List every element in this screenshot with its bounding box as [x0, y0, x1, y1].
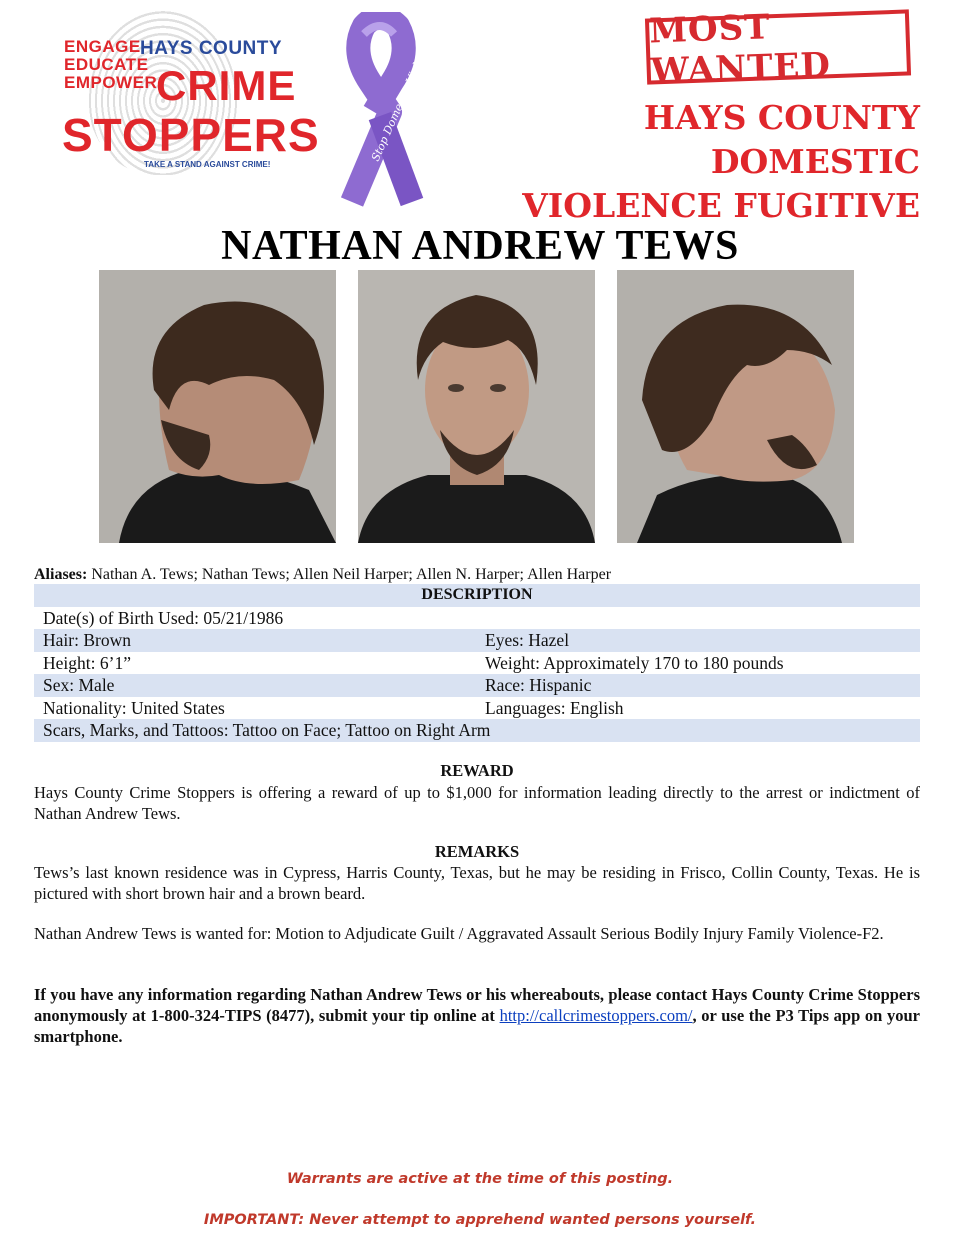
awareness-ribbon-icon — [312, 12, 448, 212]
warrants-notice: Warrants are active at the time of this posting. — [286, 1171, 674, 1187]
stamp-text: MOST WANTED — [648, 7, 832, 92]
logo-word-empower: EMPOWER — [64, 73, 158, 92]
nationality-field: Nationality: United States — [43, 697, 225, 718]
logo-crime: CRIME — [156, 62, 297, 109]
logo-county: HAYS COUNTY — [140, 38, 283, 59]
contact-text-after: , or use the P3 Tips app on your smartphone. — [34, 1006, 921, 1046]
logo-word-engage: ENGAGE — [64, 37, 141, 56]
most-wanted-stamp — [645, 7, 911, 92]
hair-field: Hair: Brown — [43, 630, 131, 650]
subject-name: NATHAN ANDREW TEWS — [221, 223, 739, 269]
aliases-value: Nathan A. Tews; Nathan Tews; Allen Neil Harper; Allen N. Harper; Allen Harper — [87, 566, 612, 583]
table-row — [34, 697, 920, 720]
table-row — [34, 674, 920, 697]
sex-field: Sex: Male — [43, 675, 115, 695]
mugshot-left-profile — [99, 270, 336, 543]
remarks-residence: Tews’s last known residence was in Cypress, Harris County, Texas, but he may be residing in Frisco, Collin County, Texas. He is pictured with short brown hair and a brown beard. — [34, 863, 920, 903]
dob-field: Date(s) of Birth Used: 05/21/1986 — [43, 607, 284, 628]
remarks-title: REMARKS — [434, 842, 520, 861]
aliases-line — [34, 566, 611, 584]
scars-marks-tattoos-field: Scars, Marks, and Tattoos: Tattoo on Face; Tattoo on Right Arm — [43, 720, 491, 740]
table-row — [34, 719, 920, 742]
crime-stoppers-logo — [58, 10, 320, 180]
heading-line-2: VIOLENCE FUGITIVE — [522, 186, 920, 225]
table-row — [34, 652, 920, 675]
eyes-field: Eyes: Hazel — [485, 630, 570, 650]
safety-warning: IMPORTANT: Never attempt to apprehend wanted persons yourself. — [203, 1212, 757, 1228]
poster-heading — [480, 96, 920, 228]
reward-title: REWARD — [440, 761, 514, 780]
languages-field: Languages: English — [485, 697, 624, 718]
logo-stoppers: STOPPERS — [62, 109, 320, 161]
description-table — [34, 584, 920, 742]
mugshot-right-profile — [617, 270, 854, 543]
crime-stoppers-link[interactable]: http://callcrimestoppers.com/ — [499, 1006, 693, 1025]
ribbon-text: Stop Domestic Violence — [368, 36, 435, 164]
logo-word-educate: EDUCATE — [64, 55, 149, 74]
logo-slogan: TAKE A STAND AGAINST CRIME! — [144, 160, 271, 169]
description-header: DESCRIPTION — [34, 584, 920, 607]
table-row — [34, 607, 920, 630]
table-row — [34, 629, 920, 652]
weight-field: Weight: Approximately 170 to 180 pounds — [485, 652, 784, 673]
reward-text: Hays County Crime Stoppers is offering a reward of up to $1,000 for information leading directly to the arrest or indictment of Nathan Andrew Tews. — [34, 783, 920, 823]
height-field: Height: 6’1” — [43, 652, 131, 673]
mugshot-front — [358, 270, 595, 543]
contact-text-before: If you have any information regarding Nathan Andrew Tews or his whereabouts, please contact Hays County Crime Stoppers anonymously at 1-800-324-TIPS (8477), submit your tip online at — [34, 985, 920, 1025]
heading-line-1: HAYS COUNTY DOMESTIC — [643, 98, 920, 181]
aliases-label: Aliases: — [34, 566, 88, 583]
remarks-charges: Nathan Andrew Tews is wanted for: Motion to Adjudicate Guilt / Aggravated Assault Serious Bodily Injury Family Violence-F2. — [34, 924, 884, 943]
contact-instructions — [34, 984, 920, 1047]
race-field: Race: Hispanic — [485, 675, 592, 695]
